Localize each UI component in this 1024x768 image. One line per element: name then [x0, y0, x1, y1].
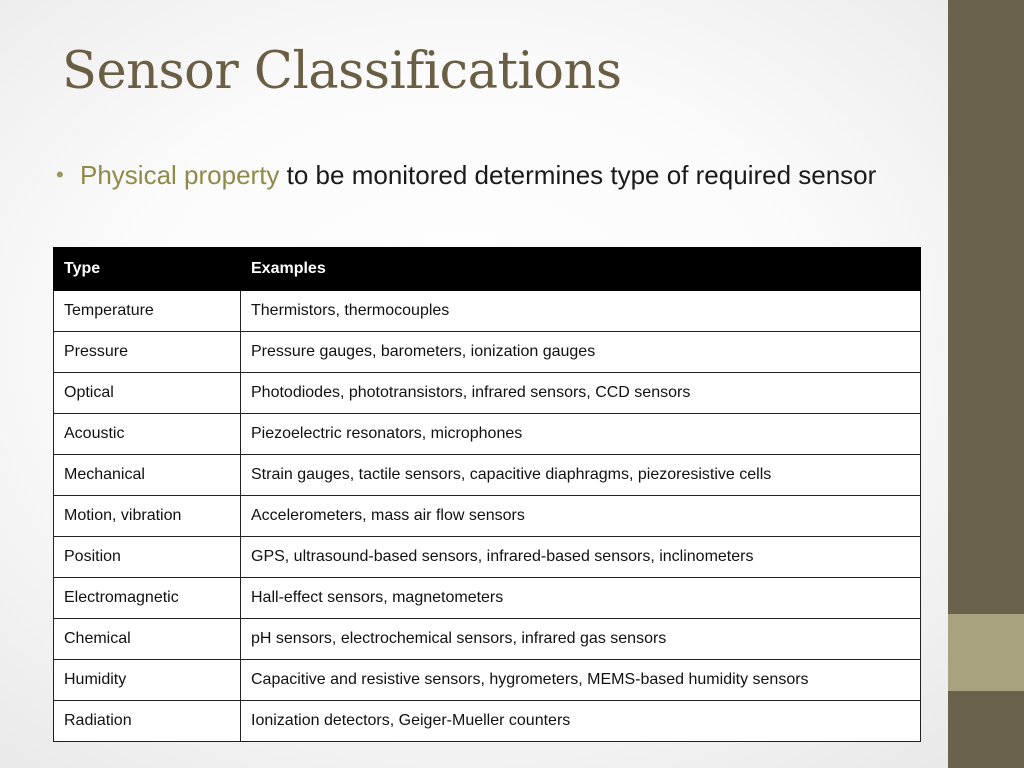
cell-examples: Thermistors, thermocouples — [241, 291, 921, 332]
table-row — [54, 537, 921, 578]
cell-examples: pH sensors, electrochemical sensors, infrared gas sensors — [241, 619, 921, 660]
bullet-text — [80, 156, 916, 194]
table-row — [54, 578, 921, 619]
cell-examples: Strain gauges, tactile sensors, capacitive diaphragms, piezoresistive cells — [241, 455, 921, 496]
bullet-point — [56, 156, 916, 194]
cell-type: Electromagnetic — [54, 578, 241, 619]
cell-type: Humidity — [54, 660, 241, 701]
table-row — [54, 291, 921, 332]
sensor-table — [53, 247, 921, 742]
cell-examples: Pressure gauges, barometers, ionization gauges — [241, 332, 921, 373]
bullet-highlight: Physical property — [80, 160, 280, 190]
table-header-row — [54, 248, 921, 291]
cell-examples: Ionization detectors, Geiger-Mueller counters — [241, 701, 921, 742]
table-row — [54, 455, 921, 496]
slide-title: Sensor Classifications — [62, 42, 622, 101]
cell-type: Motion, vibration — [54, 496, 241, 537]
cell-type: Position — [54, 537, 241, 578]
table-row — [54, 332, 921, 373]
cell-examples: GPS, ultrasound-based sensors, infrared-based sensors, inclinometers — [241, 537, 921, 578]
table-body — [54, 291, 921, 742]
table-row — [54, 373, 921, 414]
table-row — [54, 496, 921, 537]
cell-type: Pressure — [54, 332, 241, 373]
cell-examples: Accelerometers, mass air flow sensors — [241, 496, 921, 537]
table-row — [54, 660, 921, 701]
table-row — [54, 414, 921, 455]
header-type: Type — [54, 248, 241, 291]
cell-type: Optical — [54, 373, 241, 414]
cell-examples: Capacitive and resistive sensors, hygrometers, MEMS-based humidity sensors — [241, 660, 921, 701]
header-examples: Examples — [241, 248, 921, 291]
bullet-rest: to be monitored determines type of required sensor — [279, 160, 877, 190]
cell-type: Temperature — [54, 291, 241, 332]
cell-examples: Piezoelectric resonators, microphones — [241, 414, 921, 455]
table-row — [54, 701, 921, 742]
cell-type: Chemical — [54, 619, 241, 660]
cell-type: Mechanical — [54, 455, 241, 496]
table-row — [54, 619, 921, 660]
cell-examples: Hall-effect sensors, magnetometers — [241, 578, 921, 619]
cell-examples: Photodiodes, phototransistors, infrared sensors, CCD sensors — [241, 373, 921, 414]
bullet-dot-icon: • — [56, 162, 64, 187]
cell-type: Radiation — [54, 701, 241, 742]
cell-type: Acoustic — [54, 414, 241, 455]
side-decoration-accent — [948, 614, 1024, 691]
